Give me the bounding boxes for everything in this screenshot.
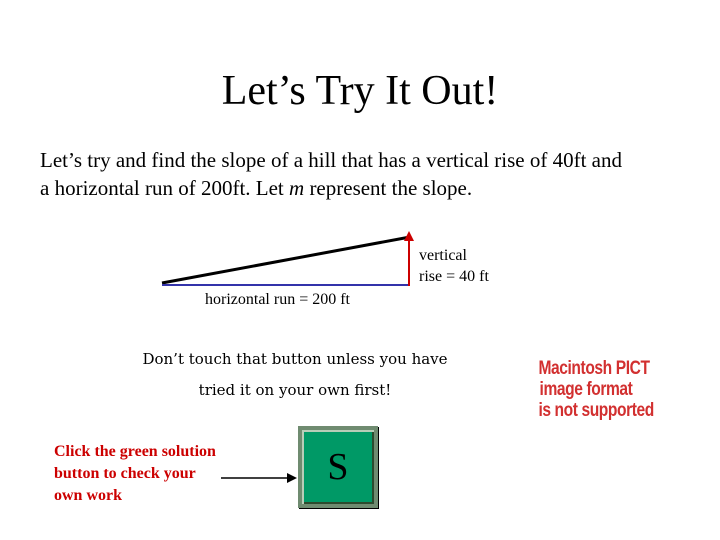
placeholder-line-1: Macintosh PICT <box>538 358 650 379</box>
rise-arrowhead <box>404 231 414 241</box>
problem-line-2-end: represent the slope. <box>304 176 473 200</box>
rise-label-line-2: rise = 40 ft <box>419 268 489 285</box>
hint-line-3: own work <box>54 487 123 504</box>
problem-line-1: Let’s try and find the slope of a hill that has a vertical rise of 40ft and <box>40 148 622 172</box>
warning-text <box>120 344 470 406</box>
hint-line-1: Click the green solution <box>54 443 216 460</box>
warning-line-1: Don’t touch that button unless you have <box>142 350 448 368</box>
run-label: horizontal run = 200 ft <box>205 291 350 308</box>
rise-label-line-1: vertical <box>419 247 467 264</box>
hint-text <box>54 441 216 507</box>
hint-arrowhead <box>287 473 297 483</box>
unsupported-image-placeholder <box>538 358 654 421</box>
rise-label <box>419 245 489 287</box>
hypotenuse-line <box>162 237 410 283</box>
slope-variable: m <box>289 176 305 200</box>
placeholder-line-3: is not supported <box>538 400 654 421</box>
solution-button[interactable] <box>298 426 378 508</box>
warning-line-2: tried it on your own first! <box>198 381 392 399</box>
problem-line-2-start: a horizontal run of 200ft. Let <box>40 176 290 200</box>
slide-title: Let’s Try It Out! <box>221 68 499 114</box>
hint-line-2: button to check your <box>54 465 196 482</box>
placeholder-line-2: image format <box>539 379 633 400</box>
solution-button-label: S <box>327 446 349 488</box>
